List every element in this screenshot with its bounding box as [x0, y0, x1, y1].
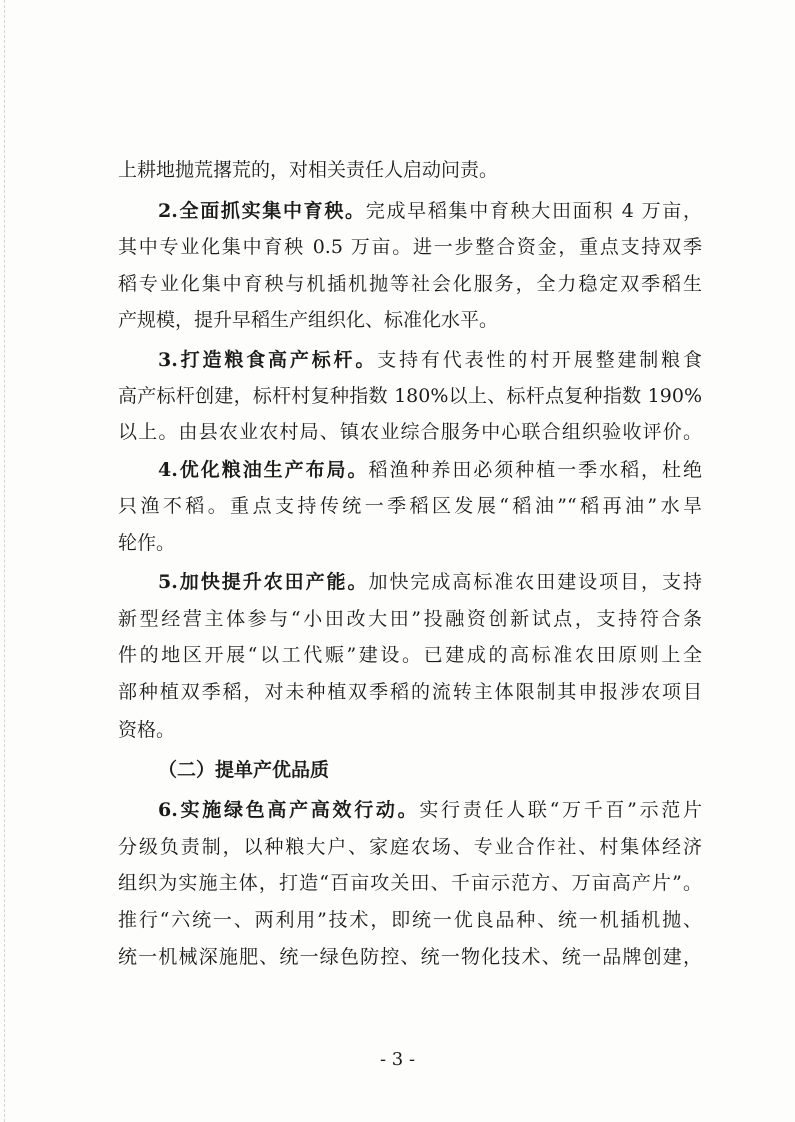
item-4-text: 稻渔种养田必须种植一季水稻，杜绝 — [368, 459, 702, 481]
item-2-title: 2.全面抓实集中育秧。 — [158, 200, 366, 222]
text-line: 推行“六统一、两利用”技术，即统一优良品种、统一机插机抛、 — [118, 909, 702, 931]
item-3-text: 支持有代表性的村开展整建制粮食 — [377, 349, 702, 371]
item-6-title: 6.实施绿色高产高效行动。 — [158, 799, 420, 821]
item-2-first-line — [158, 198, 702, 224]
text-line: 只渔不稻。重点支持传统一季稻区发展“稻油”“稻再油”水旱 — [118, 495, 702, 517]
item-6-text: 实行责任人联“万千百”示范片 — [419, 799, 702, 821]
text-line: 分级负责制，以种粮大户、家庭农场、专业合作社、村集体经济 — [118, 836, 702, 858]
item-2-text: 完成早稻集中育秧大田面积 4 万亩， — [365, 200, 702, 222]
item-3-title: 3.打造粮食高产标杆。 — [158, 349, 378, 371]
text-line: 新型经营主体参与“小田改大田”投融资创新试点，支持符合条 — [118, 608, 702, 630]
text-line: 轮作。 — [118, 532, 176, 554]
text-line: 稻专业化集中育秧与机插机抛等社会化服务，全力稳定双季稻生 — [118, 273, 702, 295]
text-line: 上耕地抛荒撂荒的，对相关责任人启动问责。 — [118, 159, 499, 181]
section-heading: （二）提单产优品质 — [158, 759, 330, 781]
text-line: 部种植双季稻，对未种植双季稻的流转主体限制其申报涉农项目 — [118, 681, 702, 703]
text-line: 以上。由县农业农村局、镇农业综合服务中心联合组织验收评价。 — [118, 421, 702, 443]
text-line: 产规模，提升早稻生产组织化、标准化水平。 — [118, 309, 499, 331]
text-line: 件的地区开展“以工代赈”建设。已建成的高标准农田原则上全 — [118, 644, 702, 666]
item-5-text: 加快完成高标准农田建设项目，支持 — [368, 571, 702, 593]
text-line: 统一机械深施肥、统一绿色防控、统一物化技术、统一品牌创建， — [118, 946, 702, 968]
page-number: - 3 - — [379, 1049, 416, 1070]
item-4-first-line — [158, 457, 702, 483]
text-line: 其中专业化集中育秧 0.5 万亩。进一步整合资金，重点支持双季 — [118, 236, 702, 258]
item-3-first-line — [158, 347, 702, 373]
item-6-first-line — [158, 797, 702, 823]
scan-edge — [4, 0, 5, 1122]
item-5-first-line — [158, 569, 702, 595]
text-line: 资格。 — [118, 719, 176, 741]
text-line: 组织为实施主体，打造“百亩攻关田、千亩示范方、万亩高产片”。 — [118, 872, 702, 894]
item-5-title: 5.加快提升农田产能。 — [158, 571, 369, 593]
item-4-title: 4.优化粮油生产布局。 — [158, 459, 369, 481]
text-line: 高产标杆创建，标杆村复种指数 180%以上、标杆点复种指数 190% — [118, 385, 702, 407]
